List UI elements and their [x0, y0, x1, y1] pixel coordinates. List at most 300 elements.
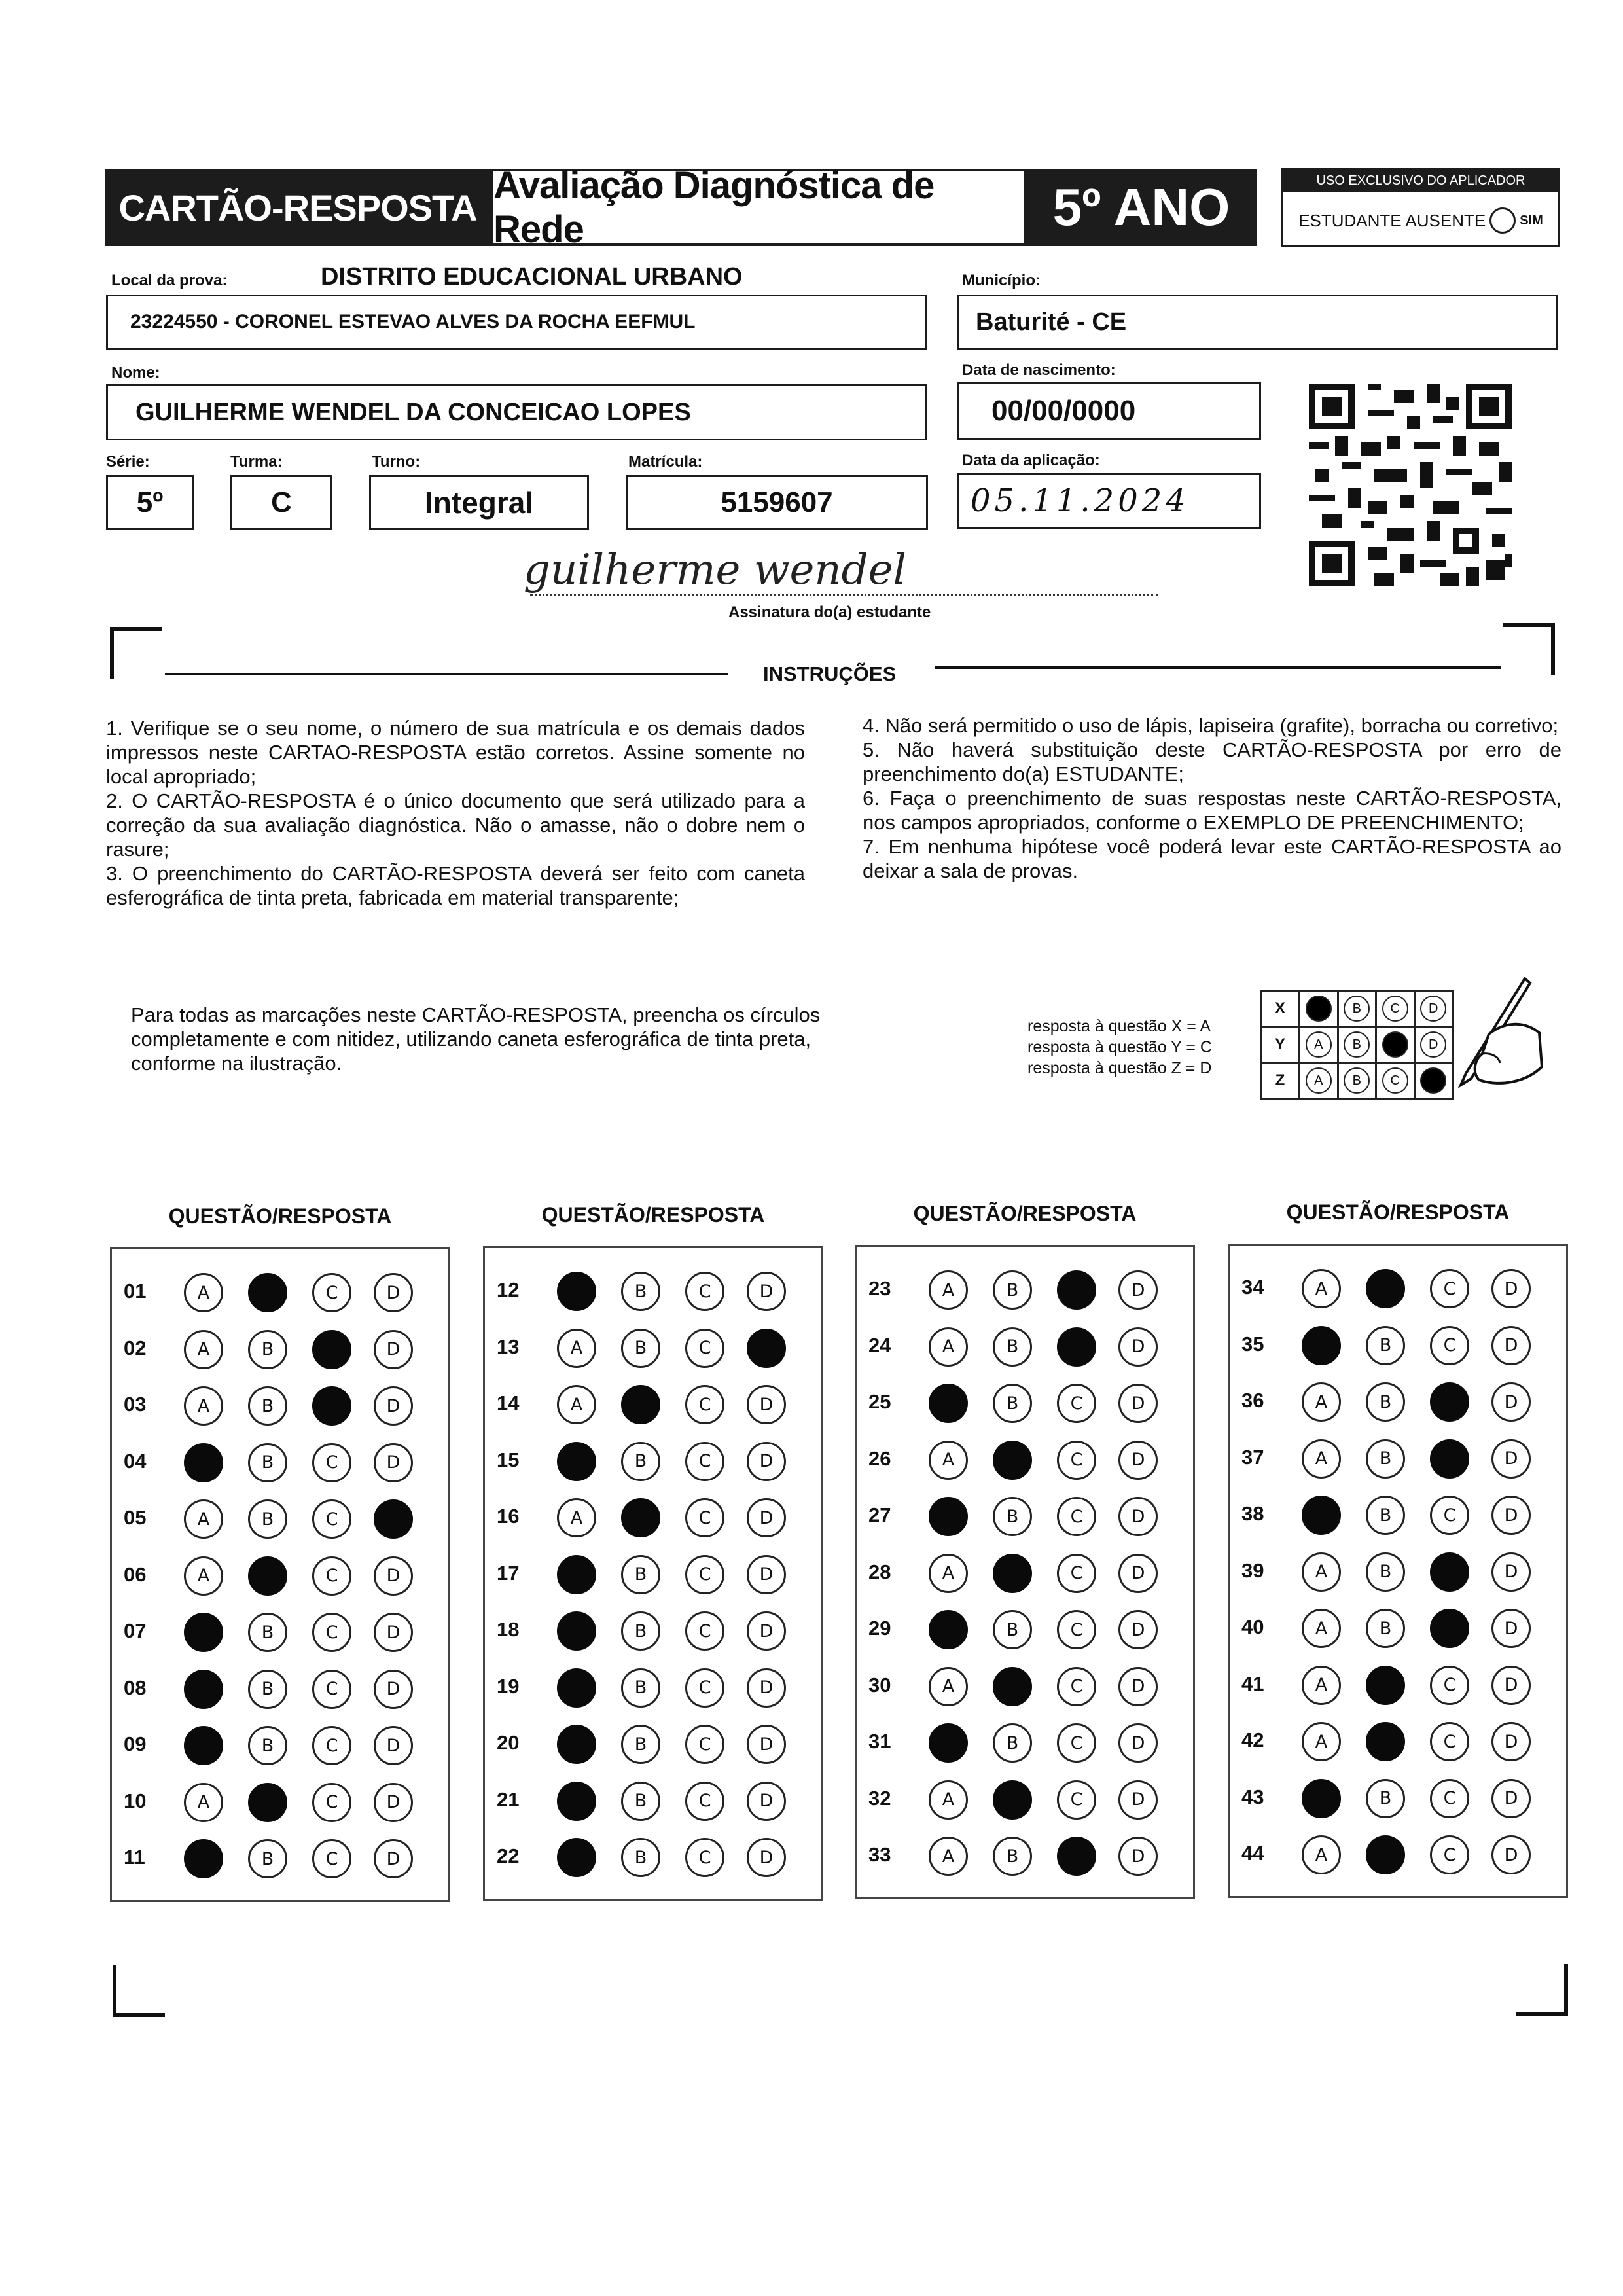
example-cell — [1376, 991, 1415, 1027]
example-row — [1261, 1027, 1453, 1063]
answer-row — [485, 1492, 821, 1544]
answer-bubble-c[interactable]: C — [312, 1783, 351, 1822]
answer-row — [857, 1434, 1193, 1486]
marking-examples-text — [1027, 1016, 1250, 1079]
answer-bubble-c[interactable]: C — [685, 1442, 724, 1481]
answer-bubble-c[interactable]: C — [1057, 1441, 1096, 1480]
answer-bubble-a[interactable]: A — [557, 1442, 596, 1481]
question-number: 30 — [868, 1673, 891, 1696]
answer-bubble-d[interactable]: D — [1491, 1666, 1531, 1705]
question-number: 38 — [1241, 1502, 1264, 1525]
answer-bubble-b[interactable]: B — [621, 1329, 660, 1368]
answer-bubble-c[interactable]: C — [1057, 1497, 1096, 1536]
answer-row — [857, 1660, 1193, 1713]
answer-bubble-b[interactable]: B — [621, 1611, 660, 1651]
instruction-item: 5. Não haverá substituição deste CARTÃO-RESPOSTA por erro de preenchimento do(a) ESTUDANTE; — [863, 738, 1561, 785]
answer-row — [112, 1550, 448, 1602]
answer-bubble-b[interactable]: B — [993, 1384, 1032, 1423]
example-row-label: Y — [1261, 1027, 1300, 1063]
example-bubble: C — [1382, 1067, 1408, 1094]
answer-bubble-a[interactable]: A — [929, 1610, 968, 1649]
answer-bubble-c[interactable]: C — [1057, 1384, 1096, 1423]
example-cell — [1338, 1063, 1376, 1099]
answer-bubble-a[interactable]: A — [557, 1668, 596, 1708]
answer-bubble-d[interactable]: D — [374, 1330, 413, 1369]
answer-row — [485, 1662, 821, 1714]
qr-code — [1309, 384, 1512, 586]
answer-bubble-d[interactable]: D — [1491, 1609, 1531, 1648]
answer-bubble-c[interactable]: C — [312, 1330, 351, 1369]
question-number: 41 — [1241, 1672, 1264, 1695]
answer-bubble-b[interactable]: B — [248, 1330, 287, 1369]
answer-bubble-a[interactable]: A — [184, 1386, 223, 1426]
example-line-z: resposta à questão Z = D — [1027, 1059, 1212, 1077]
answer-bubble-a[interactable]: A — [929, 1270, 968, 1310]
answer-bubble-c[interactable]: C — [685, 1782, 724, 1821]
answer-bubble-d[interactable]: D — [374, 1386, 413, 1426]
municipio-field: Baturité - CE — [957, 295, 1558, 350]
absent-option-label: SIM — [1520, 213, 1543, 228]
answer-bubble-d[interactable]: D — [1118, 1667, 1158, 1706]
answer-column — [1228, 1244, 1568, 1898]
answer-bubble-c[interactable]: C — [1430, 1496, 1469, 1535]
answer-bubble-b[interactable]: B — [621, 1442, 660, 1481]
answer-row — [857, 1264, 1193, 1316]
question-number: 15 — [497, 1448, 520, 1471]
question-number: 01 — [124, 1280, 147, 1302]
answer-bubble-b[interactable]: B — [248, 1386, 287, 1426]
column-title: QUESTÃO/RESPOSTA — [1286, 1200, 1510, 1224]
answer-bubble-a[interactable]: A — [557, 1555, 596, 1594]
answer-row — [485, 1378, 821, 1431]
answer-bubble-d[interactable]: D — [1118, 1441, 1158, 1480]
answer-bubble-d[interactable]: D — [374, 1783, 413, 1822]
answer-bubble-a[interactable]: A — [557, 1272, 596, 1311]
answer-bubble-d[interactable]: D — [1491, 1835, 1531, 1874]
answer-bubble-c[interactable]: C — [312, 1556, 351, 1596]
answer-bubble-a[interactable]: A — [184, 1726, 223, 1765]
question-number: 06 — [124, 1562, 147, 1586]
question-number: 42 — [1241, 1729, 1264, 1751]
answer-bubble-a[interactable]: A — [1302, 1269, 1341, 1308]
answer-bubble-b[interactable]: B — [1366, 1552, 1405, 1592]
answer-bubble-a[interactable]: A — [184, 1783, 223, 1822]
question-number: 36 — [1241, 1389, 1264, 1412]
answer-bubble-c[interactable]: C — [312, 1726, 351, 1765]
answer-bubble-c[interactable]: C — [1430, 1552, 1469, 1592]
answer-bubble-b[interactable]: B — [993, 1667, 1032, 1706]
answer-row — [857, 1490, 1193, 1543]
answer-bubble-a[interactable]: A — [1302, 1722, 1341, 1761]
answer-bubble-d[interactable]: D — [747, 1611, 786, 1651]
answer-column — [855, 1245, 1195, 1899]
turma-label: Turma: — [230, 453, 283, 471]
absent-row — [1283, 202, 1558, 239]
answer-bubble-a[interactable]: A — [929, 1497, 968, 1536]
turno-field: Integral — [369, 475, 589, 530]
signature-line — [530, 594, 1158, 596]
corner-mark-top-left — [110, 627, 162, 679]
answer-bubble-d[interactable]: D — [1118, 1384, 1158, 1423]
answer-bubble-c[interactable]: C — [312, 1839, 351, 1878]
answer-bubble-c[interactable]: C — [1057, 1270, 1096, 1310]
answer-bubble-b[interactable]: B — [621, 1498, 660, 1537]
answer-bubble-b[interactable]: B — [993, 1554, 1032, 1593]
question-number: 27 — [868, 1503, 891, 1526]
example-cell — [1300, 1063, 1338, 1099]
answer-bubble-a[interactable]: A — [1302, 1666, 1341, 1705]
answer-bubble-b[interactable]: B — [1366, 1779, 1405, 1818]
absent-checkbox[interactable] — [1489, 207, 1516, 234]
question-number: 05 — [124, 1506, 147, 1529]
answer-bubble-d[interactable]: D — [1118, 1497, 1158, 1536]
answer-bubble-a[interactable]: A — [1302, 1496, 1341, 1535]
answer-bubble-c[interactable]: C — [1057, 1780, 1096, 1820]
question-number: 07 — [124, 1619, 147, 1642]
answer-bubble-d[interactable]: D — [374, 1499, 413, 1539]
answer-bubble-d[interactable]: D — [1118, 1610, 1158, 1649]
example-line-x: resposta à questão X = A — [1027, 1017, 1211, 1035]
answer-bubble-a[interactable]: A — [184, 1273, 223, 1312]
answer-bubble-d[interactable]: D — [1118, 1837, 1158, 1876]
answer-bubble-d[interactable]: D — [747, 1385, 786, 1424]
answer-bubble-d[interactable]: D — [747, 1725, 786, 1764]
answer-bubble-c[interactable]: C — [1430, 1722, 1469, 1761]
answer-bubble-c[interactable]: C — [312, 1670, 351, 1709]
example-bubble: D — [1420, 996, 1446, 1022]
answer-bubble-c[interactable]: C — [1430, 1326, 1469, 1365]
answer-bubble-d[interactable]: D — [1118, 1723, 1158, 1763]
answer-row — [1230, 1829, 1566, 1881]
answer-bubble-b[interactable]: B — [621, 1725, 660, 1764]
answer-bubble-a[interactable]: A — [1302, 1779, 1341, 1818]
answer-bubble-d[interactable]: D — [1491, 1496, 1531, 1535]
answer-bubble-a[interactable]: A — [557, 1782, 596, 1821]
answer-bubble-d[interactable]: D — [1491, 1779, 1531, 1818]
question-number: 34 — [1241, 1276, 1264, 1299]
answer-row — [485, 1265, 821, 1318]
answer-bubble-a[interactable]: A — [184, 1839, 223, 1878]
answer-bubble-a[interactable]: A — [1302, 1439, 1341, 1479]
instruction-item: 2. O CARTÃO-RESPOSTA é o único documento que será utilizado para a correção da sua avaliação diagnóstica. Não o amasse, não o dobre nem o rasure; — [106, 789, 805, 861]
column-title: QUESTÃO/RESPOSTA — [913, 1202, 1137, 1225]
answer-bubble-c[interactable]: C — [312, 1273, 351, 1312]
answer-bubble-d[interactable]: D — [1118, 1327, 1158, 1367]
question-number: 17 — [497, 1561, 520, 1585]
question-number: 14 — [497, 1391, 520, 1414]
answer-bubble-a[interactable]: A — [1302, 1382, 1341, 1422]
answer-bubble-a[interactable]: A — [184, 1330, 223, 1369]
answer-row — [1230, 1376, 1566, 1428]
answer-bubble-b[interactable]: B — [1366, 1835, 1405, 1874]
answer-bubble-c[interactable]: C — [312, 1613, 351, 1652]
answer-bubble-c[interactable]: C — [685, 1385, 724, 1424]
answer-bubble-b[interactable]: B — [621, 1838, 660, 1877]
grade-title: 5º ANO — [1026, 169, 1257, 246]
instructions-title: INSTRUÇÕES — [763, 662, 897, 685]
answer-bubble-c[interactable]: C — [312, 1443, 351, 1482]
example-row — [1261, 1063, 1453, 1099]
answer-bubble-a[interactable]: A — [929, 1554, 968, 1593]
answer-bubble-d[interactable]: D — [1118, 1554, 1158, 1593]
answer-bubble-a[interactable]: A — [929, 1327, 968, 1367]
answer-row — [485, 1718, 821, 1770]
answer-bubble-a[interactable]: A — [929, 1384, 968, 1423]
answer-row — [112, 1833, 448, 1885]
answer-row — [112, 1663, 448, 1715]
answer-bubble-a[interactable]: A — [184, 1499, 223, 1539]
nascimento-label: Data de nascimento: — [962, 361, 1116, 379]
answer-bubble-d[interactable]: D — [1491, 1722, 1531, 1761]
aplicacao-field: 05.11.2024 — [957, 473, 1261, 529]
answer-bubble-d[interactable]: D — [747, 1668, 786, 1708]
answer-bubble-d[interactable]: D — [374, 1613, 413, 1652]
serie-label: Série: — [106, 453, 150, 471]
answer-bubble-c[interactable]: C — [1430, 1382, 1469, 1422]
answer-bubble-b[interactable]: B — [621, 1385, 660, 1424]
answer-bubble-a[interactable]: A — [929, 1441, 968, 1480]
example-bubble: A — [1306, 1031, 1332, 1058]
answer-bubble-d[interactable]: D — [1491, 1269, 1531, 1308]
answer-bubble-b[interactable]: B — [621, 1668, 660, 1708]
answer-bubble-d[interactable]: D — [747, 1838, 786, 1877]
answer-bubble-b[interactable]: B — [1366, 1382, 1405, 1422]
answer-bubble-c[interactable]: C — [685, 1329, 724, 1368]
answer-bubble-c[interactable]: C — [685, 1272, 724, 1311]
question-number: 26 — [868, 1446, 891, 1470]
answer-bubble-b[interactable]: B — [993, 1780, 1032, 1820]
question-number: 29 — [868, 1617, 891, 1640]
answer-bubble-d[interactable]: D — [1491, 1326, 1531, 1365]
example-bubble: B — [1344, 1031, 1370, 1058]
answer-bubble-b[interactable]: B — [993, 1723, 1032, 1763]
answer-bubble-b[interactable]: B — [993, 1441, 1032, 1480]
example-bubble: D — [1420, 1031, 1446, 1058]
question-number: 43 — [1241, 1785, 1264, 1808]
matricula-field: 5159607 — [626, 475, 928, 530]
answer-bubble-c[interactable]: C — [1057, 1837, 1096, 1876]
answer-bubble-a[interactable]: A — [1302, 1326, 1341, 1365]
answer-row — [1230, 1602, 1566, 1655]
applicator-only-label: USO EXCLUSIVO DO APLICADOR — [1283, 170, 1558, 192]
answer-bubble-a[interactable]: A — [557, 1838, 596, 1877]
instruction-item: 1. Verifique se o seu nome, o número de sua matrícula e os demais dados impressos neste CARTAO-RESPOSTA estão corretos. Assine somente no local apropriado; — [106, 717, 805, 788]
answer-bubble-d[interactable]: D — [374, 1670, 413, 1709]
column-title: QUESTÃO/RESPOSTA — [168, 1204, 392, 1228]
question-number: 18 — [497, 1618, 520, 1641]
example-bubble: D — [1420, 1067, 1446, 1094]
student-signature: guilherme wendel — [524, 546, 906, 594]
answer-bubble-c[interactable]: C — [685, 1838, 724, 1877]
question-number: 16 — [497, 1505, 520, 1528]
answer-bubble-d[interactable]: D — [747, 1498, 786, 1537]
answer-bubble-b[interactable]: B — [1366, 1666, 1405, 1705]
answer-bubble-d[interactable]: D — [747, 1442, 786, 1481]
pen-hand-illustration — [1427, 975, 1544, 1100]
answer-bubble-b[interactable]: B — [248, 1273, 287, 1312]
answer-bubble-c[interactable]: C — [1057, 1554, 1096, 1593]
answer-bubble-d[interactable]: D — [1491, 1552, 1531, 1592]
answer-bubble-d[interactable]: D — [747, 1782, 786, 1821]
answer-row — [1230, 1772, 1566, 1825]
answer-bubble-b[interactable]: B — [1366, 1609, 1405, 1648]
answer-bubble-c[interactable]: C — [1057, 1327, 1096, 1367]
example-bubble: B — [1344, 1067, 1370, 1094]
question-number: 13 — [497, 1335, 520, 1358]
answer-bubble-c[interactable]: C — [685, 1725, 724, 1764]
answer-row — [485, 1322, 821, 1374]
answer-bubble-d[interactable]: D — [374, 1273, 413, 1312]
answer-bubble-b[interactable]: B — [248, 1783, 287, 1822]
example-cell — [1376, 1063, 1415, 1099]
answer-bubble-a[interactable]: A — [929, 1780, 968, 1820]
answer-bubble-d[interactable]: D — [1491, 1439, 1531, 1479]
example-row — [1261, 991, 1453, 1027]
answer-row — [857, 1604, 1193, 1656]
corner-mark-bottom-left — [113, 1965, 165, 2017]
answer-bubble-c[interactable]: C — [1430, 1779, 1469, 1818]
answer-row — [485, 1831, 821, 1884]
answer-bubble-c[interactable]: C — [312, 1499, 351, 1539]
question-number: 33 — [868, 1843, 891, 1866]
answer-bubble-a[interactable]: A — [929, 1837, 968, 1876]
answer-bubble-a[interactable]: A — [557, 1385, 596, 1424]
answer-bubble-a[interactable]: A — [557, 1725, 596, 1764]
instruction-item: 4. Não será permitido o uso de lápis, lapiseira (grafite), borracha ou corretivo; — [863, 714, 1559, 737]
answer-bubble-b[interactable]: B — [993, 1327, 1032, 1367]
answer-row — [485, 1549, 821, 1601]
example-bubble: C — [1382, 996, 1408, 1022]
question-number: 32 — [868, 1786, 891, 1810]
answer-bubble-b[interactable]: B — [248, 1839, 287, 1878]
answer-bubble-d[interactable]: D — [1118, 1270, 1158, 1310]
answer-bubble-d[interactable]: D — [374, 1556, 413, 1596]
answer-row — [1230, 1433, 1566, 1485]
answer-bubble-c[interactable]: C — [1430, 1666, 1469, 1705]
answer-bubble-c[interactable]: C — [1057, 1723, 1096, 1763]
answer-row — [112, 1493, 448, 1545]
answer-bubble-b[interactable]: B — [993, 1610, 1032, 1649]
answer-bubble-b[interactable]: B — [1366, 1439, 1405, 1479]
answer-column — [110, 1247, 450, 1902]
answer-bubble-d[interactable]: D — [747, 1555, 786, 1594]
answer-bubble-a[interactable]: A — [557, 1329, 596, 1368]
question-number: 44 — [1241, 1842, 1264, 1865]
example-bubble: A — [1306, 996, 1332, 1022]
answer-bubble-a[interactable]: A — [929, 1667, 968, 1706]
question-number: 11 — [124, 1846, 145, 1869]
answer-bubble-b[interactable]: B — [1366, 1722, 1405, 1761]
answer-bubble-a[interactable]: A — [929, 1723, 968, 1763]
answer-bubble-d[interactable]: D — [747, 1329, 786, 1368]
corner-mark-bottom-right — [1516, 1964, 1568, 2016]
answer-bubble-a[interactable]: A — [184, 1613, 223, 1652]
question-number: 25 — [868, 1390, 891, 1413]
answer-bubble-a[interactable]: A — [1302, 1609, 1341, 1648]
answer-bubble-a[interactable]: A — [557, 1611, 596, 1651]
question-number: 40 — [1241, 1615, 1264, 1638]
answer-bubble-b[interactable]: B — [248, 1443, 287, 1482]
answer-bubble-a[interactable]: A — [557, 1498, 596, 1537]
instructions-rule-right — [935, 666, 1501, 669]
marking-example-table — [1260, 990, 1454, 1100]
question-number: 19 — [497, 1674, 520, 1698]
answer-bubble-c[interactable]: C — [1057, 1610, 1096, 1649]
answer-row — [857, 1830, 1193, 1882]
answer-bubble-c[interactable]: C — [685, 1498, 724, 1537]
answer-row — [1230, 1319, 1566, 1372]
answer-bubble-b[interactable]: B — [248, 1726, 287, 1765]
answer-bubble-c[interactable]: C — [1057, 1667, 1096, 1706]
answer-bubble-c[interactable]: C — [312, 1386, 351, 1426]
answer-bubble-a[interactable]: A — [184, 1670, 223, 1709]
assinatura-label: Assinatura do(a) estudante — [728, 603, 931, 621]
answer-bubble-b[interactable]: B — [1366, 1496, 1405, 1535]
question-number: 39 — [1241, 1558, 1264, 1582]
answer-row — [1230, 1715, 1566, 1768]
answer-bubble-c[interactable]: C — [1430, 1609, 1469, 1648]
answer-bubble-a[interactable]: A — [184, 1556, 223, 1596]
answer-bubble-b[interactable]: B — [248, 1613, 287, 1652]
answer-row — [1230, 1263, 1566, 1315]
answer-bubble-c[interactable]: C — [685, 1555, 724, 1594]
question-number: 35 — [1241, 1332, 1264, 1355]
answer-bubble-b[interactable]: B — [993, 1270, 1032, 1310]
answer-bubble-a[interactable]: A — [1302, 1552, 1341, 1592]
question-number: 23 — [868, 1277, 891, 1300]
applicator-box — [1281, 168, 1560, 247]
turma-field: C — [230, 475, 332, 530]
answer-bubble-a[interactable]: A — [1302, 1835, 1341, 1874]
answer-bubble-d[interactable]: D — [374, 1443, 413, 1482]
answer-bubble-c[interactable]: C — [685, 1668, 724, 1708]
answer-bubble-b[interactable]: B — [248, 1556, 287, 1596]
answer-bubble-b[interactable]: B — [248, 1499, 287, 1539]
answer-bubble-b[interactable]: B — [1366, 1326, 1405, 1365]
answer-bubble-b[interactable]: B — [993, 1497, 1032, 1536]
answer-bubble-b[interactable]: B — [993, 1837, 1032, 1876]
answer-bubble-c[interactable]: C — [685, 1611, 724, 1651]
answer-row — [112, 1437, 448, 1489]
answer-bubble-d[interactable]: D — [1491, 1382, 1531, 1422]
answer-bubble-b[interactable]: B — [248, 1670, 287, 1709]
answer-bubble-b[interactable]: B — [621, 1272, 660, 1311]
answer-bubble-d[interactable]: D — [1118, 1780, 1158, 1820]
answer-row — [485, 1435, 821, 1488]
example-cell — [1300, 1027, 1338, 1063]
example-cell — [1338, 991, 1376, 1027]
answer-bubble-c[interactable]: C — [1430, 1269, 1469, 1308]
answer-bubble-d[interactable]: D — [747, 1272, 786, 1311]
question-number: 37 — [1241, 1445, 1264, 1469]
answer-bubble-b[interactable]: B — [621, 1782, 660, 1821]
instructions-right — [863, 713, 1561, 883]
answer-row — [857, 1547, 1193, 1600]
answer-bubble-b[interactable]: B — [621, 1555, 660, 1594]
example-bubble: B — [1344, 996, 1370, 1022]
answer-bubble-d[interactable]: D — [374, 1726, 413, 1765]
answer-bubble-c[interactable]: C — [1430, 1835, 1469, 1874]
answer-bubble-d[interactable]: D — [374, 1839, 413, 1878]
answer-bubble-c[interactable]: C — [1430, 1439, 1469, 1479]
serie-field: 5º — [106, 475, 194, 530]
aplicacao-label: Data da aplicação: — [962, 452, 1100, 469]
example-cell — [1300, 991, 1338, 1027]
answer-bubble-b[interactable]: B — [1366, 1269, 1405, 1308]
answer-bubble-a[interactable]: A — [184, 1443, 223, 1482]
matricula-label: Matrícula: — [628, 453, 703, 471]
example-cell — [1376, 1027, 1415, 1063]
